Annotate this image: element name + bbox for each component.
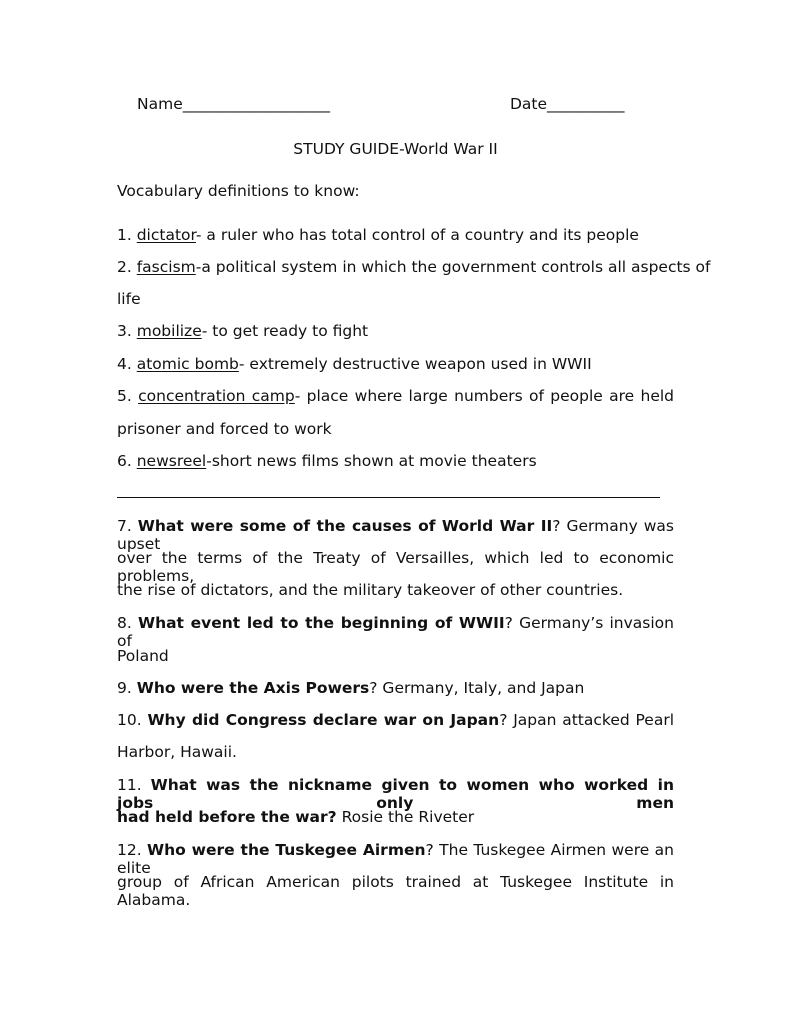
question-11-continued [117,808,674,826]
question-10 [117,711,674,729]
vocab-definition: -short news films shown at movie theaters [206,452,537,470]
section-divider [117,497,660,498]
answer-text: Rosie the Riveter [336,808,475,826]
vocab-term: mobilize [136,322,202,340]
vocab-number: 5. [117,387,139,405]
vocab-number: 1. [117,226,137,244]
question-text: What event led to the beginning of WWII [137,614,505,632]
question-text: Why did Congress declare war on Japan [147,711,500,729]
question-text: Who were the Axis Powers [136,679,370,697]
vocab-definition-continued: prisoner and forced to work [117,420,332,438]
question-text: What were some of the causes of World War II [137,517,553,535]
question-number: 7. [117,517,138,535]
vocab-term: concentration camp [138,387,295,405]
vocab-item-newsreel [117,452,674,470]
vocab-number: 3. [117,322,137,340]
question-text: What was the nickname given to women who worked in jobs only men [117,776,675,812]
question-9 [117,679,674,697]
vocab-definition: - place where large numbers of people are held [294,387,675,405]
vocab-definition: - extremely destructive weapon used in WWII [238,355,592,373]
answer-continued: Harbor, Hawaii. [117,743,237,761]
vocab-item-atomic-bomb [117,355,674,373]
vocab-item-concentration-camp [117,387,674,405]
question-text: had held before the war? [117,808,337,826]
question-7 [117,517,674,553]
vocab-definition: -a political system in which the government controls all aspects of [195,258,711,276]
vocab-definition-continued: life [117,290,141,308]
vocab-intro: Vocabulary definitions to know: [117,182,360,200]
vocab-number: 2. [117,258,137,276]
question-number: 11. [117,776,151,794]
vocab-definition: - a ruler who has total control of a country and its people [195,226,639,244]
vocab-number: 6. [117,452,137,470]
answer-text: ? The Tuskegee Airmen were an elite [117,841,674,877]
page-title: STUDY GUIDE-World War II [293,140,498,158]
question-11 [117,776,674,812]
vocab-definition: - to get ready to fight [201,322,369,340]
answer-text: ? Germany’s invasion of [117,614,674,650]
question-8 [117,614,674,650]
vocab-term: fascism [136,258,196,276]
answer-continued: the rise of dictators, and the military takeover of other countries. [117,581,624,599]
vocab-item-fascism [117,258,711,276]
date-field: Date__________ [510,95,625,113]
answer-text: ? Japan attacked Pearl [499,711,675,729]
vocab-item-dictator [117,226,674,244]
answer-continued: Poland [117,647,169,665]
question-number: 8. [117,614,138,632]
question-text: Who were the Tuskegee Airmen [147,841,426,859]
vocab-item-mobilize [117,322,674,340]
answer-text: ? Germany, Italy, and Japan [369,679,585,697]
vocab-term: atomic bomb [136,355,239,373]
question-number: 12. [117,841,148,859]
answer-continued: over the terms of the Treaty of Versailles, which led to economic problems, [117,549,674,585]
question-number: 10. [117,711,148,729]
name-field: Name___________________ [137,95,330,113]
question-12 [117,841,674,877]
vocab-term: dictator [136,226,196,244]
question-number: 9. [117,679,137,697]
vocab-number: 4. [117,355,137,373]
answer-text: ? Germany was upset [117,517,674,553]
answer-continued: group of African American pilots trained at Tuskegee Institute in Alabama. [117,873,674,909]
vocab-term: newsreel [136,452,207,470]
